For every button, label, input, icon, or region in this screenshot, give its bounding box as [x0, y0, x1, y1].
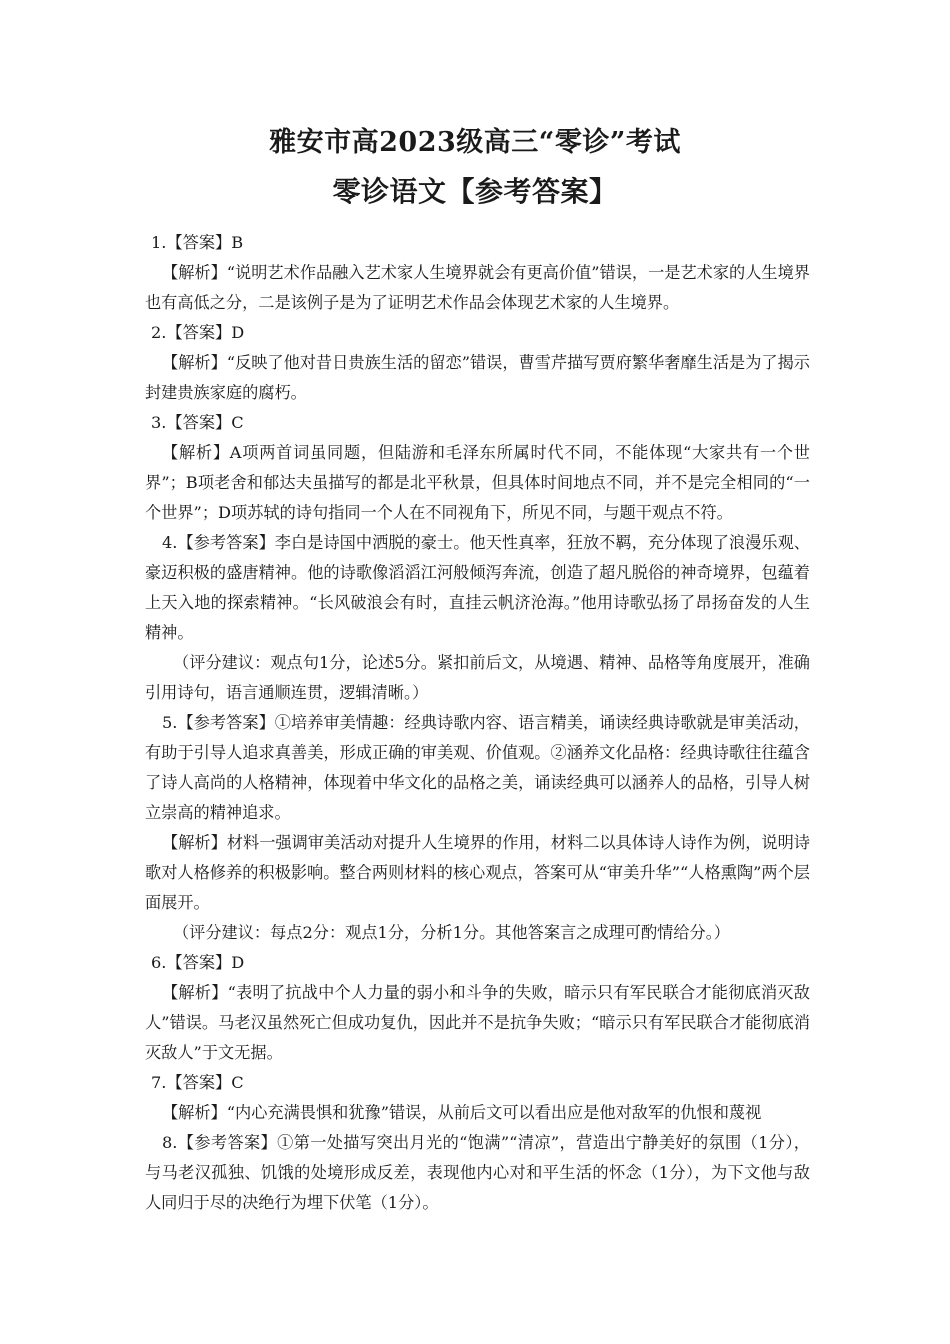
scoring-note: （评分建议：观点句1分，论述5分。紧扣前后文，从境遇、精神、品格等角度展开，准确引用诗句，语言通顺连贯，逻辑清晰。） — [145, 653, 810, 702]
answer-line: 1.【答案】B — [151, 233, 244, 252]
answer-body — [145, 228, 810, 1218]
analysis-paragraph: 【解析】“表明了抗战中个人力量的弱小和斗争的失败，暗示只有军民联合才能彻底消灭敌人”错误。马老汉虽然死亡但成功复仇，因此并不是抗争失败；“暗示只有军民联合才能彻底消灭敌人”于文无据。 — [145, 983, 810, 1062]
exam-title: 雅安市高2023级高三“零诊”考试 — [269, 127, 681, 158]
answer-line: 3.【答案】C — [151, 413, 244, 432]
answer-line: 6.【答案】D — [151, 953, 245, 972]
answer-line: 7.【答案】C — [151, 1073, 244, 1092]
answer-key-title: 零诊语文【参考答案】 — [332, 175, 618, 208]
reference-answer-paragraph: 8.【参考答案】①第一处描写突出月光的“饱满”“清凉”，营造出宁静美好的氛围（1分），与马老汉孤独、饥饿的处境形成反差，表现他内心对和平生活的怀念（1分），为下文他与敌人同归于尽的决绝行为埋下伏笔（1分）。 — [145, 1133, 810, 1212]
answer-line: 2.【答案】D — [151, 323, 245, 342]
scoring-note: （评分建议：每点2分：观点1分，分析1分。其他答案言之成理可酌情给分。） — [173, 923, 730, 942]
analysis-paragraph: 【解析】A项两首词虽同题，但陆游和毛泽东所属时代不同，不能体现“大家共有一个世界”；B项老舍和郁达夫虽描写的都是北平秋景，但具体时间地点不同，并不是完全相同的“一个世界”；D项苏轼的诗句指同一个人在不同视角下，所见不同，与题干观点不符。 — [145, 443, 810, 522]
reference-answer-paragraph: 4.【参考答案】李白是诗国中洒脱的豪士。他天性真率，狂放不羁，充分体现了浪漫乐观、豪迈积极的盛唐精神。他的诗歌像滔滔江河般倾泻奔流，创造了超凡脱俗的神奇境界，包蕴着上天入地的探索精神。“长风破浪会有时，直挂云帆济沧海。”他用诗歌弘扬了昂扬奋发的人生精神。 — [145, 533, 810, 642]
analysis-paragraph: 【解析】“说明艺术作品融入艺术家人生境界就会有更高价值”错误，一是艺术家的人生境界也有高低之分，二是该例子是为了证明艺术作品会体现艺术家的人生境界。 — [145, 263, 810, 312]
analysis-paragraph: 【解析】材料一强调审美活动对提升人生境界的作用，材料二以具体诗人诗作为例，说明诗歌对人格修养的积极影响。整合两则材料的核心观点，答案可从“审美升华”“人格熏陶”两个层面展开。 — [145, 833, 810, 912]
reference-answer-paragraph: 5.【参考答案】①培养审美情趣：经典诗歌内容、语言精美，诵读经典诗歌就是审美活动，有助于引导人追求真善美，形成正确的审美观、价值观。②涵养文化品格：经典诗歌往往蕴含了诗人高尚的人格精神，体现着中华文化的品格之美，诵读经典可以涵养人的品格，引导人树立崇高的精神追求。 — [145, 713, 810, 822]
analysis-paragraph: 【解析】“内心充满畏惧和犹豫”错误，从前后文可以看出应是他对敌军的仇恨和蔑视 — [162, 1103, 762, 1122]
analysis-paragraph: 【解析】“反映了他对昔日贵族生活的留恋”错误，曹雪芹描写贾府繁华奢靡生活是为了揭示封建贵族家庭的腐朽。 — [145, 353, 810, 402]
